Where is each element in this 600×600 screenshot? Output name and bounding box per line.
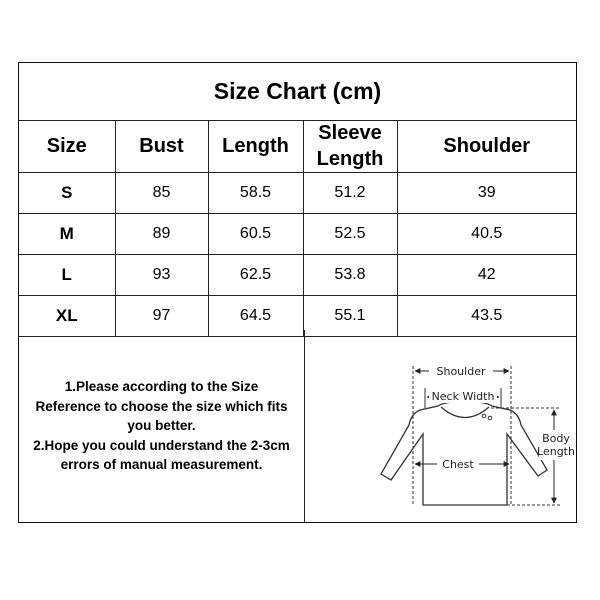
table-row (19, 173, 576, 214)
size-cell: L (19, 255, 115, 296)
shoulder-cell: 42 (397, 255, 576, 296)
bust-cell: 97 (115, 296, 208, 337)
header-sleeve-line2: Length (316, 148, 384, 170)
size-notes (19, 330, 305, 522)
size-cell: M (19, 214, 115, 255)
table-row (19, 255, 576, 296)
note-line: you better. (127, 418, 196, 434)
table-header-row (19, 120, 576, 173)
size-table (19, 120, 576, 337)
length-cell: 62.5 (208, 255, 303, 296)
note-line: errors of manual measurement. (60, 457, 263, 473)
bust-cell: 85 (115, 173, 208, 214)
shoulder-cell: 40.5 (397, 214, 576, 255)
header-shoulder: Shoulder (397, 120, 576, 173)
neck-width-label: Neck Width (431, 390, 495, 403)
bust-cell: 89 (115, 214, 208, 255)
shoulder-cell: 39 (397, 173, 576, 214)
header-sleeve-line1: Sleeve (318, 122, 382, 144)
table-row (19, 214, 576, 255)
sleeve-cell: 53.8 (303, 255, 397, 296)
header-size: Size (19, 120, 115, 173)
shoulder-label: Shoulder (436, 365, 486, 378)
body-length-label-line2: Length (537, 445, 575, 458)
length-cell: 64.5 (208, 296, 303, 337)
sleeve-cell: 55.1 (303, 296, 397, 337)
chart-title: Size Chart (cm) (19, 63, 576, 121)
length-cell: 58.5 (208, 173, 303, 214)
size-chart (18, 62, 577, 523)
body-length-label-line1: Body (542, 432, 570, 445)
header-sleeve-length (303, 120, 397, 173)
sleeve-cell: 51.2 (303, 173, 397, 214)
note-line: Reference to choose the size which fits (35, 398, 288, 414)
header-bust: Bust (115, 120, 208, 173)
note-line: 1.Please according to the Size (64, 379, 259, 395)
size-cell: S (19, 173, 115, 214)
measurement-diagram (305, 330, 576, 522)
size-cell: XL (19, 296, 115, 337)
shoulder-cell: 43.5 (397, 296, 576, 337)
note-line: 2.Hope you could understand the 2-3cm (33, 437, 290, 453)
length-cell: 60.5 (208, 214, 303, 255)
chest-label: Chest (442, 458, 474, 471)
info-section (19, 330, 576, 522)
header-length: Length (208, 120, 303, 173)
bust-cell: 93 (115, 255, 208, 296)
sleeve-cell: 52.5 (303, 214, 397, 255)
shirt-diagram (305, 330, 576, 522)
